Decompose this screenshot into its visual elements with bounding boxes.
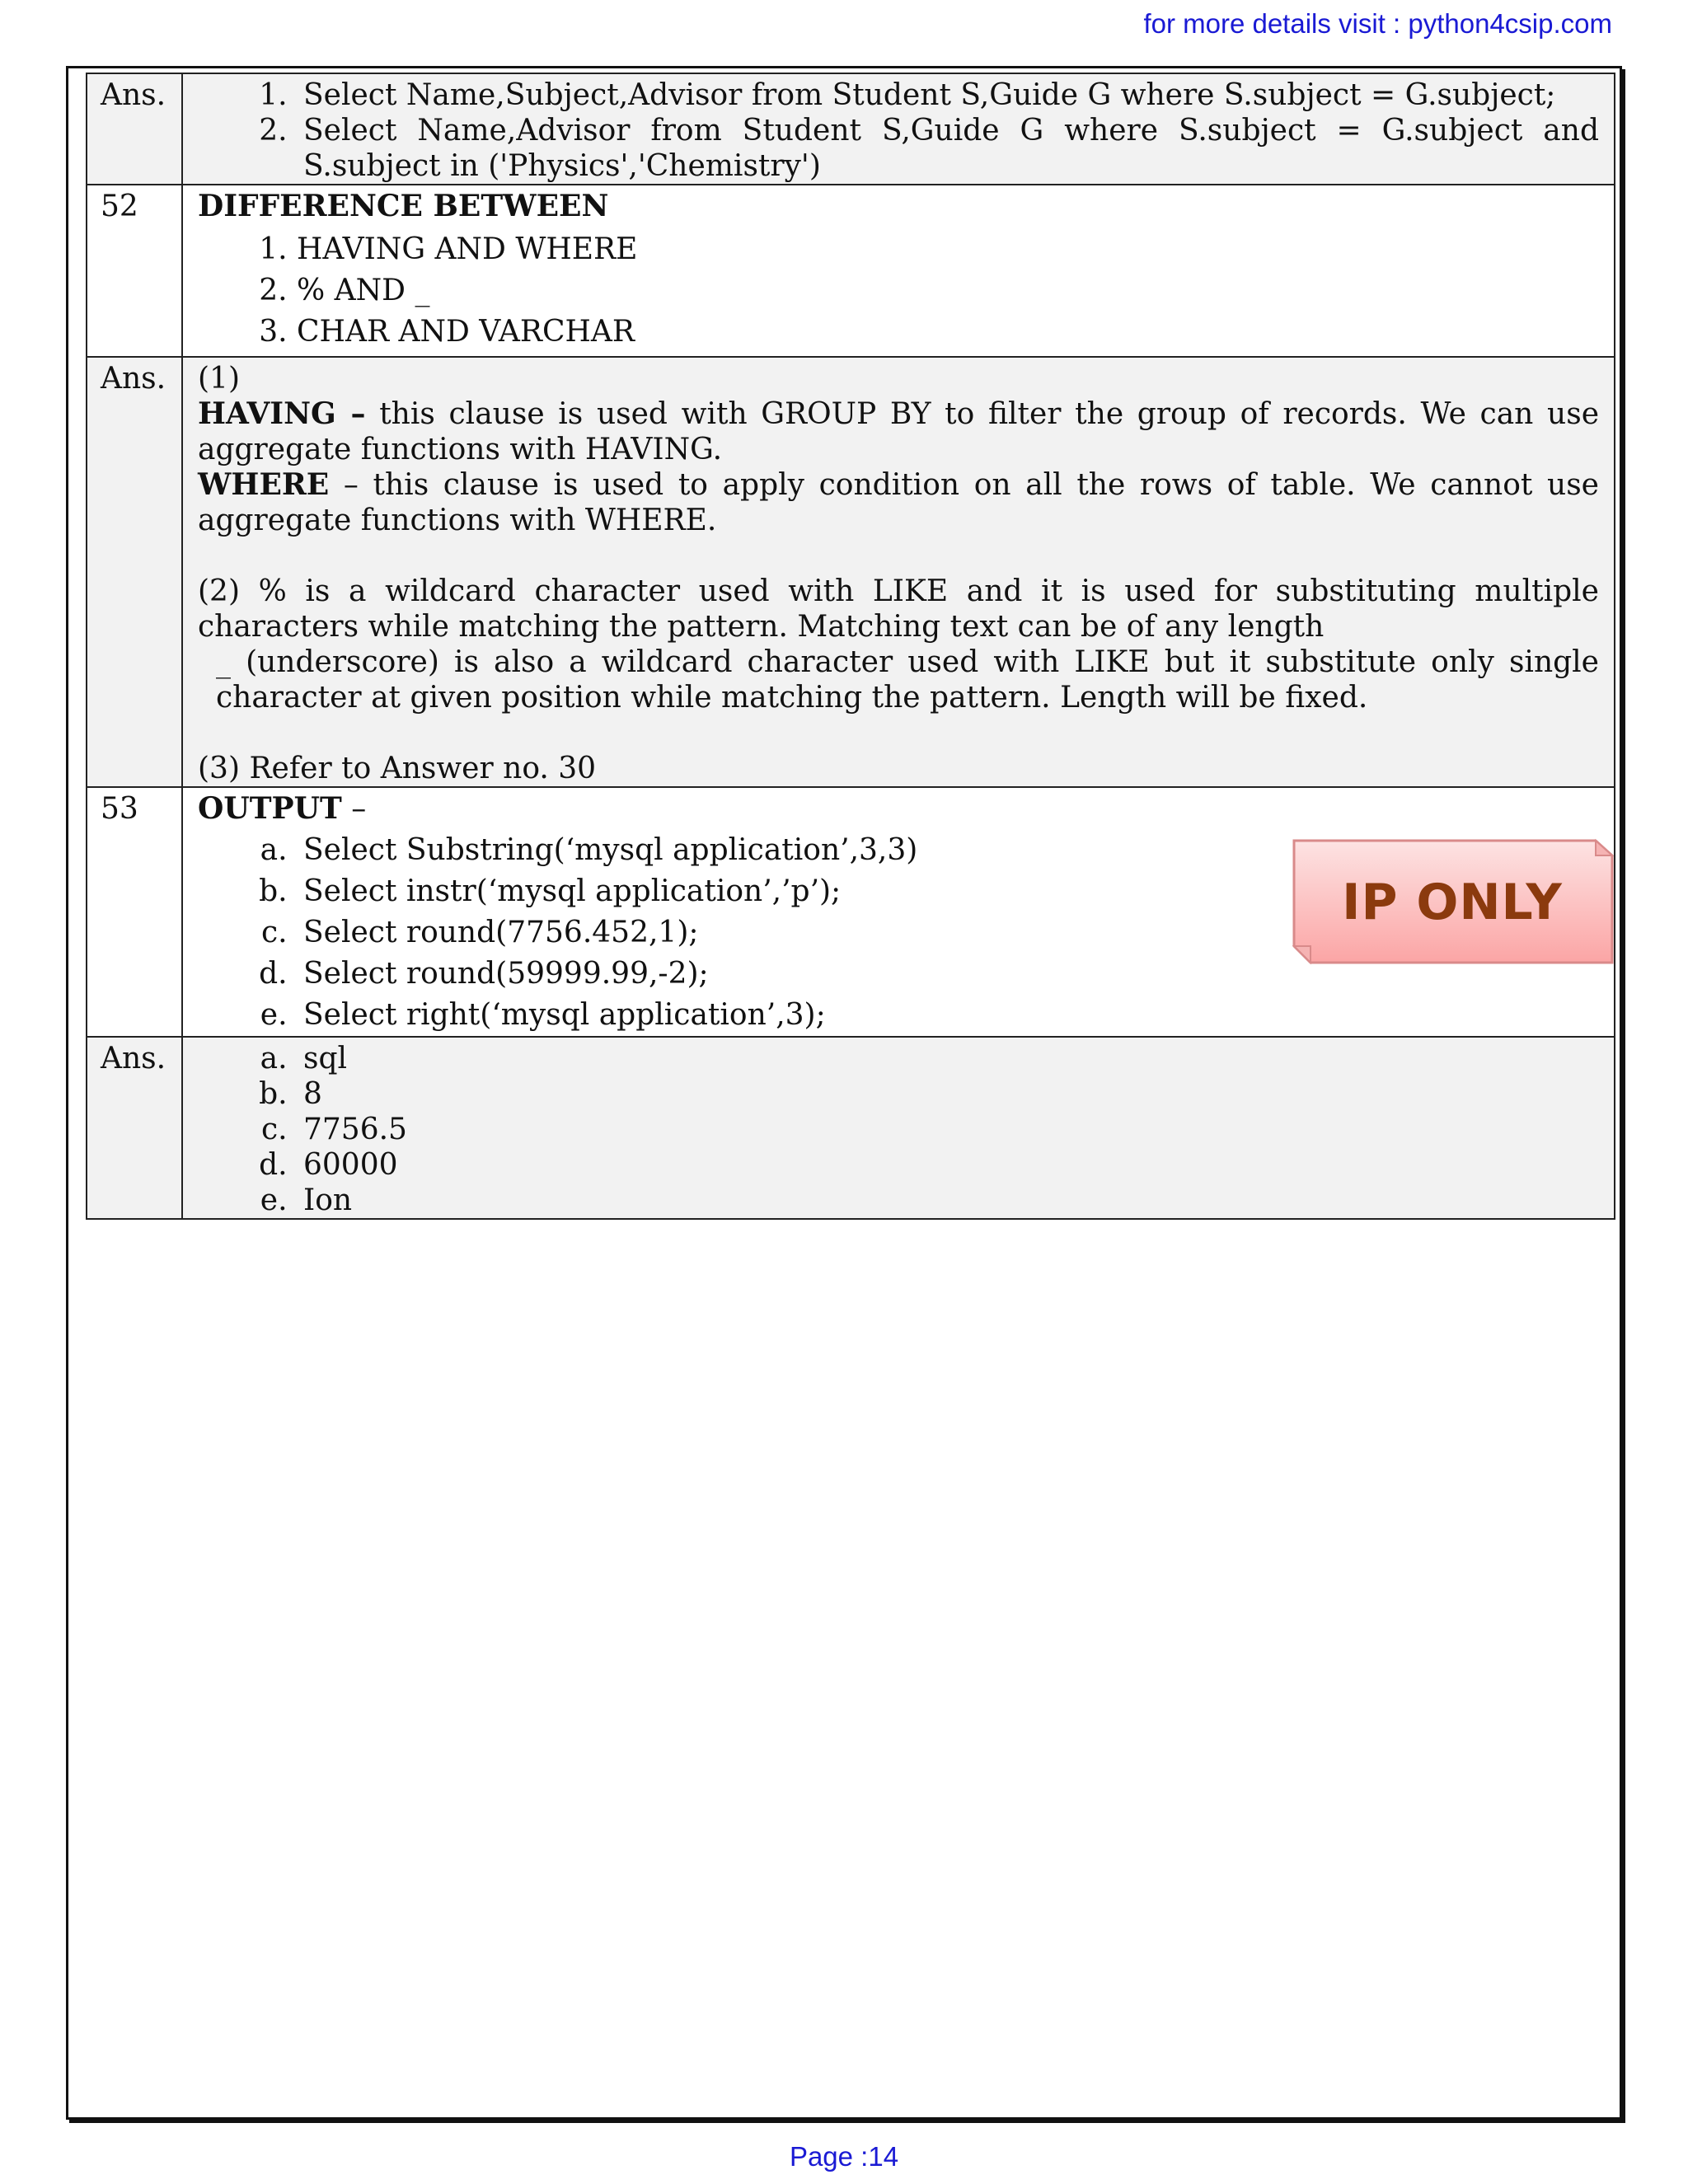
list-item: 1. HAVING AND WHERE (297, 229, 1599, 270)
list-item: 3. CHAR AND VARCHAR (297, 312, 1599, 353)
answer-content (182, 73, 1615, 185)
question-answer-table (86, 73, 1615, 1220)
answer-row-53 (87, 1037, 1615, 1219)
having-definition (198, 396, 1599, 467)
paragraph-gap (198, 538, 1599, 574)
list-item: e. Ion (297, 1183, 1599, 1218)
part-3-reference: (3) Refer to Answer no. 30 (198, 752, 597, 785)
where-text: – this clause is used to apply condition on all the rows of table. We cannot use aggregate functions with WHERE. (198, 468, 1599, 537)
list-item: c. 7756.5 (297, 1112, 1599, 1147)
question-title: OUTPUT (198, 791, 342, 826)
sql-query-list (198, 77, 1599, 184)
answer-row-51 (87, 73, 1615, 185)
paragraph-gap (198, 715, 1599, 751)
answer-content (182, 357, 1615, 787)
difference-list (198, 229, 1599, 353)
having-term: HAVING – (198, 396, 366, 431)
answer-content (182, 1037, 1615, 1219)
question-title-dash: – (341, 792, 367, 826)
having-text: this clause is used with GROUP BY to filter the group of records. We can use aggregate functions with HAVING. (198, 397, 1600, 466)
list-item: 1. Select Name,Subject,Advisor from Student S,Guide G where S.subject = G.subject; (297, 77, 1599, 113)
list-item: a. sql (297, 1041, 1599, 1076)
output-answer-list (198, 1041, 1599, 1218)
question-title: DIFFERENCE BETWEEN (198, 189, 609, 223)
ip-only-stamp (1291, 837, 1614, 968)
list-item: d. 60000 (297, 1147, 1599, 1183)
where-term: WHERE (198, 467, 330, 502)
underscore-wildcard-text: _ (underscore) is also a wildcard character used with LIKE but it substitute only single character at given position while matching the pattern. Length will be fixed. (216, 645, 1599, 715)
part-1-marker: (1) (198, 362, 240, 396)
question-number: 53 (87, 787, 182, 1037)
question-row-52 (87, 185, 1615, 357)
list-item: a. Select Substring(‘mysql application’,3,3) (297, 830, 1599, 871)
list-item: 2. Select Name,Advisor from Student S,Guide G where S.subject = G.subject and S.subject in ('Physics','Chemistry') (297, 113, 1599, 184)
list-item: e. Select right(‘mysql application’,3); (297, 995, 1599, 1036)
question-content (182, 185, 1615, 357)
list-item: b. Select instr(‘mysql application’,’p’); (297, 871, 1599, 912)
header-visit-link[interactable]: for more details visit : python4csip.com (1143, 8, 1612, 39)
answer-label: Ans. (87, 357, 182, 787)
list-item: b. 8 (297, 1076, 1599, 1112)
page-number: Page :14 (789, 2141, 899, 2172)
list-item: 2. % AND _ (297, 270, 1599, 312)
stamp-label: IP ONLY (1342, 874, 1563, 931)
question-title-line (198, 791, 1599, 827)
list-item: d. Select round(59999.99,-2); (297, 954, 1599, 995)
percent-wildcard-text: (2) % is a wildcard character used with LIKE and it is used for substituting multiple characters while matching the pattern. Matching text can be of any length (198, 574, 1599, 644)
list-item: c. Select round(7756.452,1); (297, 912, 1599, 954)
answer-label: Ans. (87, 1037, 182, 1219)
question-number: 52 (87, 185, 182, 357)
answer-row-52 (87, 357, 1615, 787)
where-definition (198, 467, 1599, 538)
answer-label: Ans. (87, 73, 182, 185)
